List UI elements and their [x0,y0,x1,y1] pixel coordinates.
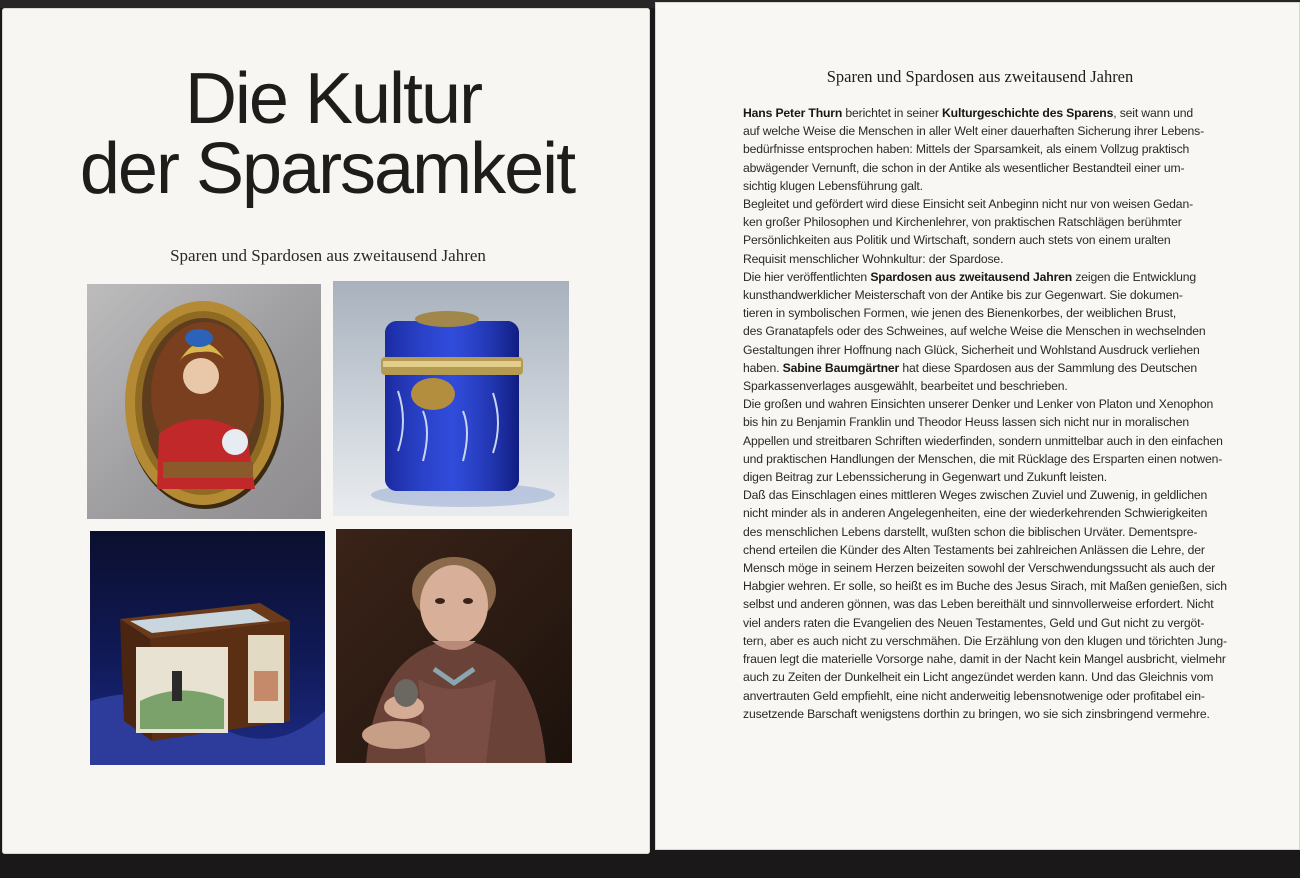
miniature-portrait-icon [87,284,321,519]
author-name: Hans Peter Thurn [743,106,843,120]
body-text-segment: , seit wann und auf welche Weise die Menschen in aller Welt einer dauerhaften Sicherung ihrer Lebens- bedürfnisse entsprochen haben: Mittels der Sparsamkeit, als einem Vollzug praktisch abwägender Vernunft, die schon in der Antike als wesentlicher Bestandteil einer um- sichtig klugen Lebensführung galt. Begleitet und gefördert wird diese Einsicht seit Anbeginn nicht nur von weisen Gedan- ken großer Philosophen und Kirchenlehrer, von praktischen Ratschlägen berühmter Persönlichkeiten aus Politik und Wirtschaft, sondern auch stets von einem uralten Requisit menschlicher Wohnkultur: der Spardose. Die hier veröffentlichten [743,106,1205,284]
book-subject-title: Kulturgeschichte des Sparens [942,106,1114,120]
body-text-segment: hat diese Spardosen aus der Sammlung des Deutschen Sparkassenverlages ausgewählt, bearbeitet und beschrieben. Die großen und wahren Einsichten unserer Denker und Lenker von Platon und Xenophon bis hin zu Benjamin Franklin und Theodor Heuss lassen sich nicht nur in moralischen Appellen und streitbaren Schriften wiederfinden, sondern unmittelbar auch in den einfachen und praktischen Handlungen der Menschen, die mit Rücklage des Ersparten einen notwen- digen Beitrag zur Lebenssicherung in Gegenwart und Zukunft leisten. Daß das Einschlagen eines mittleren Weges zwischen Zuviel und Zuwenig, in geldlichen nicht minder als in anderen Angelegenheiten, eine der wiederkehrenden Schwierigkeiten des menschlichen Lebens darstellt, wußten schon die biblischen Urväter. Dementspre- chend erteilen die Künder des Alten Testaments bei zahlreichen Anlässen die Lehre, der Mensch möge in seinem Herzen beizeiten sowohl der Verschwendungssucht als auch der Habgier wehren. Er solle, so heißt es im Buche des Jesus Sirach, mit Maßen genießen, sich selbst und anderen gönnen, was das Leben bereithält und sinnvollerweise erfordert. Nicht viel anders raten die Evangelien des Neuen Testamentes, Geld und Gut nicht zu vergöt- tern, aber es auch nicht zu verschmähen. Die Erzählung von den klugen und törichten Jung- frauen legt die materielle Vorsorge nahe, damit in der Nacht kein Mangel ausbricht, vielmehr auch zu Zeiten der Dunkelheit ein Licht angezündet werden kann. Und das Gleichnis vom anvertrauten Geld empfiehlt, eine nicht anderweitig lebensnotwenige oder profitabel ein- zusetzende Barschaft wenigstens dorthin zu bringen, wo sie sich zinsbringend vermehre. [743,360,1227,721]
back-body-text [743,104,1243,723]
body-text-segment: zeigen die Entwicklung kunsthandwerklicher Meisterschaft von der Antike bis zur Gegenwart. Sie dokumen- tieren in symbolischen Formen, wie jenen des Bienenkorbes, der weiblichen Brust, des Granatapfels oder des Schweines, auf welche Weise die Menschen in wechselnden Gestaltungen ihrer Hoffnung nach Glück, Sicherheit und Wohlstand Ausdruck verliehen haben. [743,269,1206,375]
book-title-line-2: der Sparsamkeit [79,129,575,209]
editor-name: Sabine Baumgärtner [782,360,900,375]
painted-money-box-icon [90,531,325,765]
portrait-painting-icon [336,529,572,763]
book-title-line-1: Die Kultur [184,59,482,139]
book-title [0,59,648,209]
blue-glass-box-icon [333,281,569,516]
book-subtitle: Sparen und Spardosen aus zweitausend Jahren [170,246,486,265]
body-text-segment: berichtet in seiner [842,106,943,120]
back-heading: Sparen und Spardosen aus zweitausend Jahren [826,67,1134,86]
collection-title: Spardosen aus zweitausend Jahren [870,269,1073,284]
